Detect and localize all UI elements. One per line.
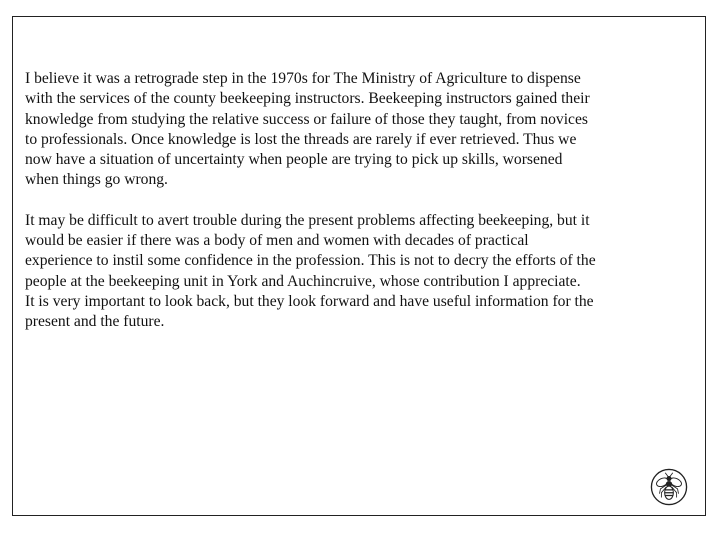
text-line: to professionals. Once knowledge is lost the threads are rarely if ever retrieved. Thus we (25, 130, 577, 148)
paragraph-2 (25, 211, 688, 333)
text-line: I believe it was a retrograde step in the 1970s for The Ministry of Agriculture to dispense (25, 70, 581, 87)
text-line: present and the future. (25, 313, 165, 331)
text-line: would be easier if there was a body of men and women with decades of practical (25, 232, 529, 250)
text-line: knowledge from studying the relative success or failure of those they taught, from novices (25, 110, 588, 128)
text-line: people at the beekeeping unit in York and Auchincruive, whose contribution I appreciate. (25, 272, 581, 290)
paragraph-1 (25, 69, 688, 191)
text-line: experience to instil some confidence in the profession. This is not to decry the efforts of the (25, 252, 596, 270)
text-line: with the services of the county beekeeping instructors. Beekeeping instructors gained their (25, 90, 590, 108)
text-line: It may be difficult to avert trouble during the present problems affecting beekeeping, but it (25, 211, 590, 229)
document-body (25, 69, 688, 353)
text-line: now have a situation of uncertainty when people are trying to pick up skills, worsened (25, 151, 563, 169)
text-line: It is very important to look back, but they look forward and have useful information for the (25, 292, 594, 310)
text-line: when things go wrong. (25, 171, 168, 189)
bee-icon (650, 468, 688, 506)
